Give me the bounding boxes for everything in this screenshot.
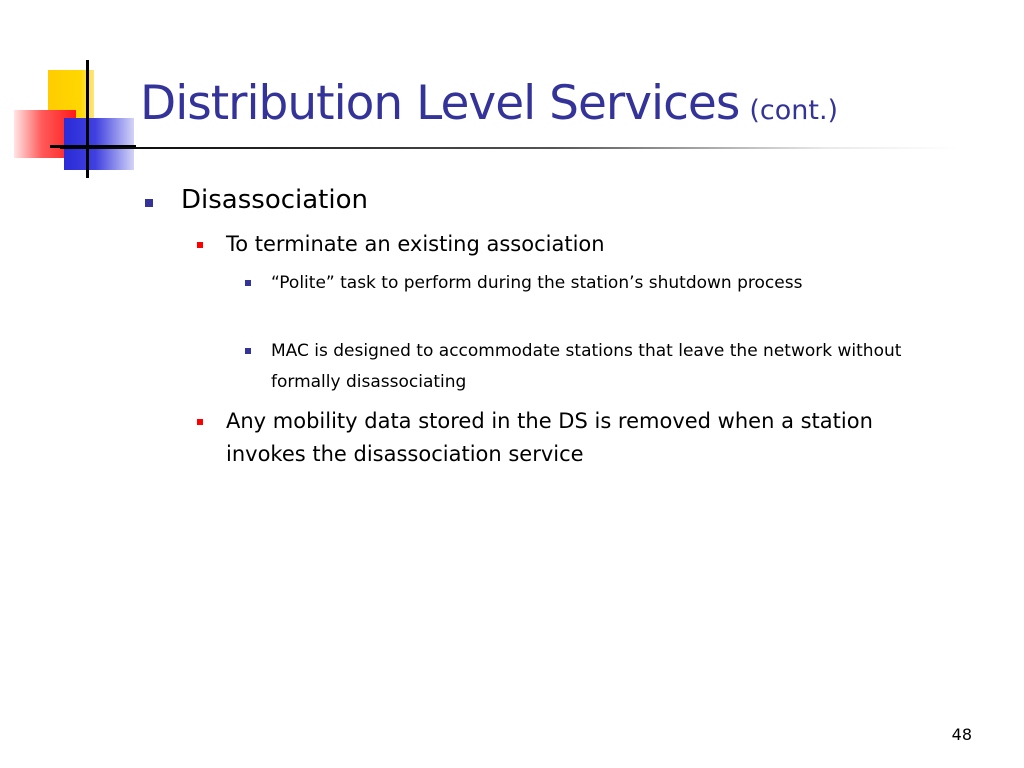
square-bullet-icon [245,348,251,354]
bullet-level3 [271,336,921,398]
slide-title-suffix: (cont.) [749,95,839,126]
square-bullet-icon [197,242,203,248]
bullet-text: Disassociation [181,185,368,215]
page-number: 48 [951,725,972,744]
square-bullet-icon [197,419,203,425]
bullet-text: To terminate an existing association [226,232,605,256]
slide-title-text: Distribution Level Services [140,76,740,131]
bullet-text: “Polite” task to perform during the station’s shutdown process [271,273,803,293]
square-bullet-icon [245,280,251,286]
bullet-level1 [181,183,368,217]
bullet-text: MAC is designed to accommodate stations that leave the network without formally disassociating [271,341,902,392]
square-bullet-icon [145,199,153,207]
bullet-level2 [226,405,926,471]
bullet-level2 [226,228,926,261]
bullet-text: Any mobility data stored in the DS is removed when a station invokes the disassociation service [226,409,873,466]
bullet-level3 [271,268,891,299]
